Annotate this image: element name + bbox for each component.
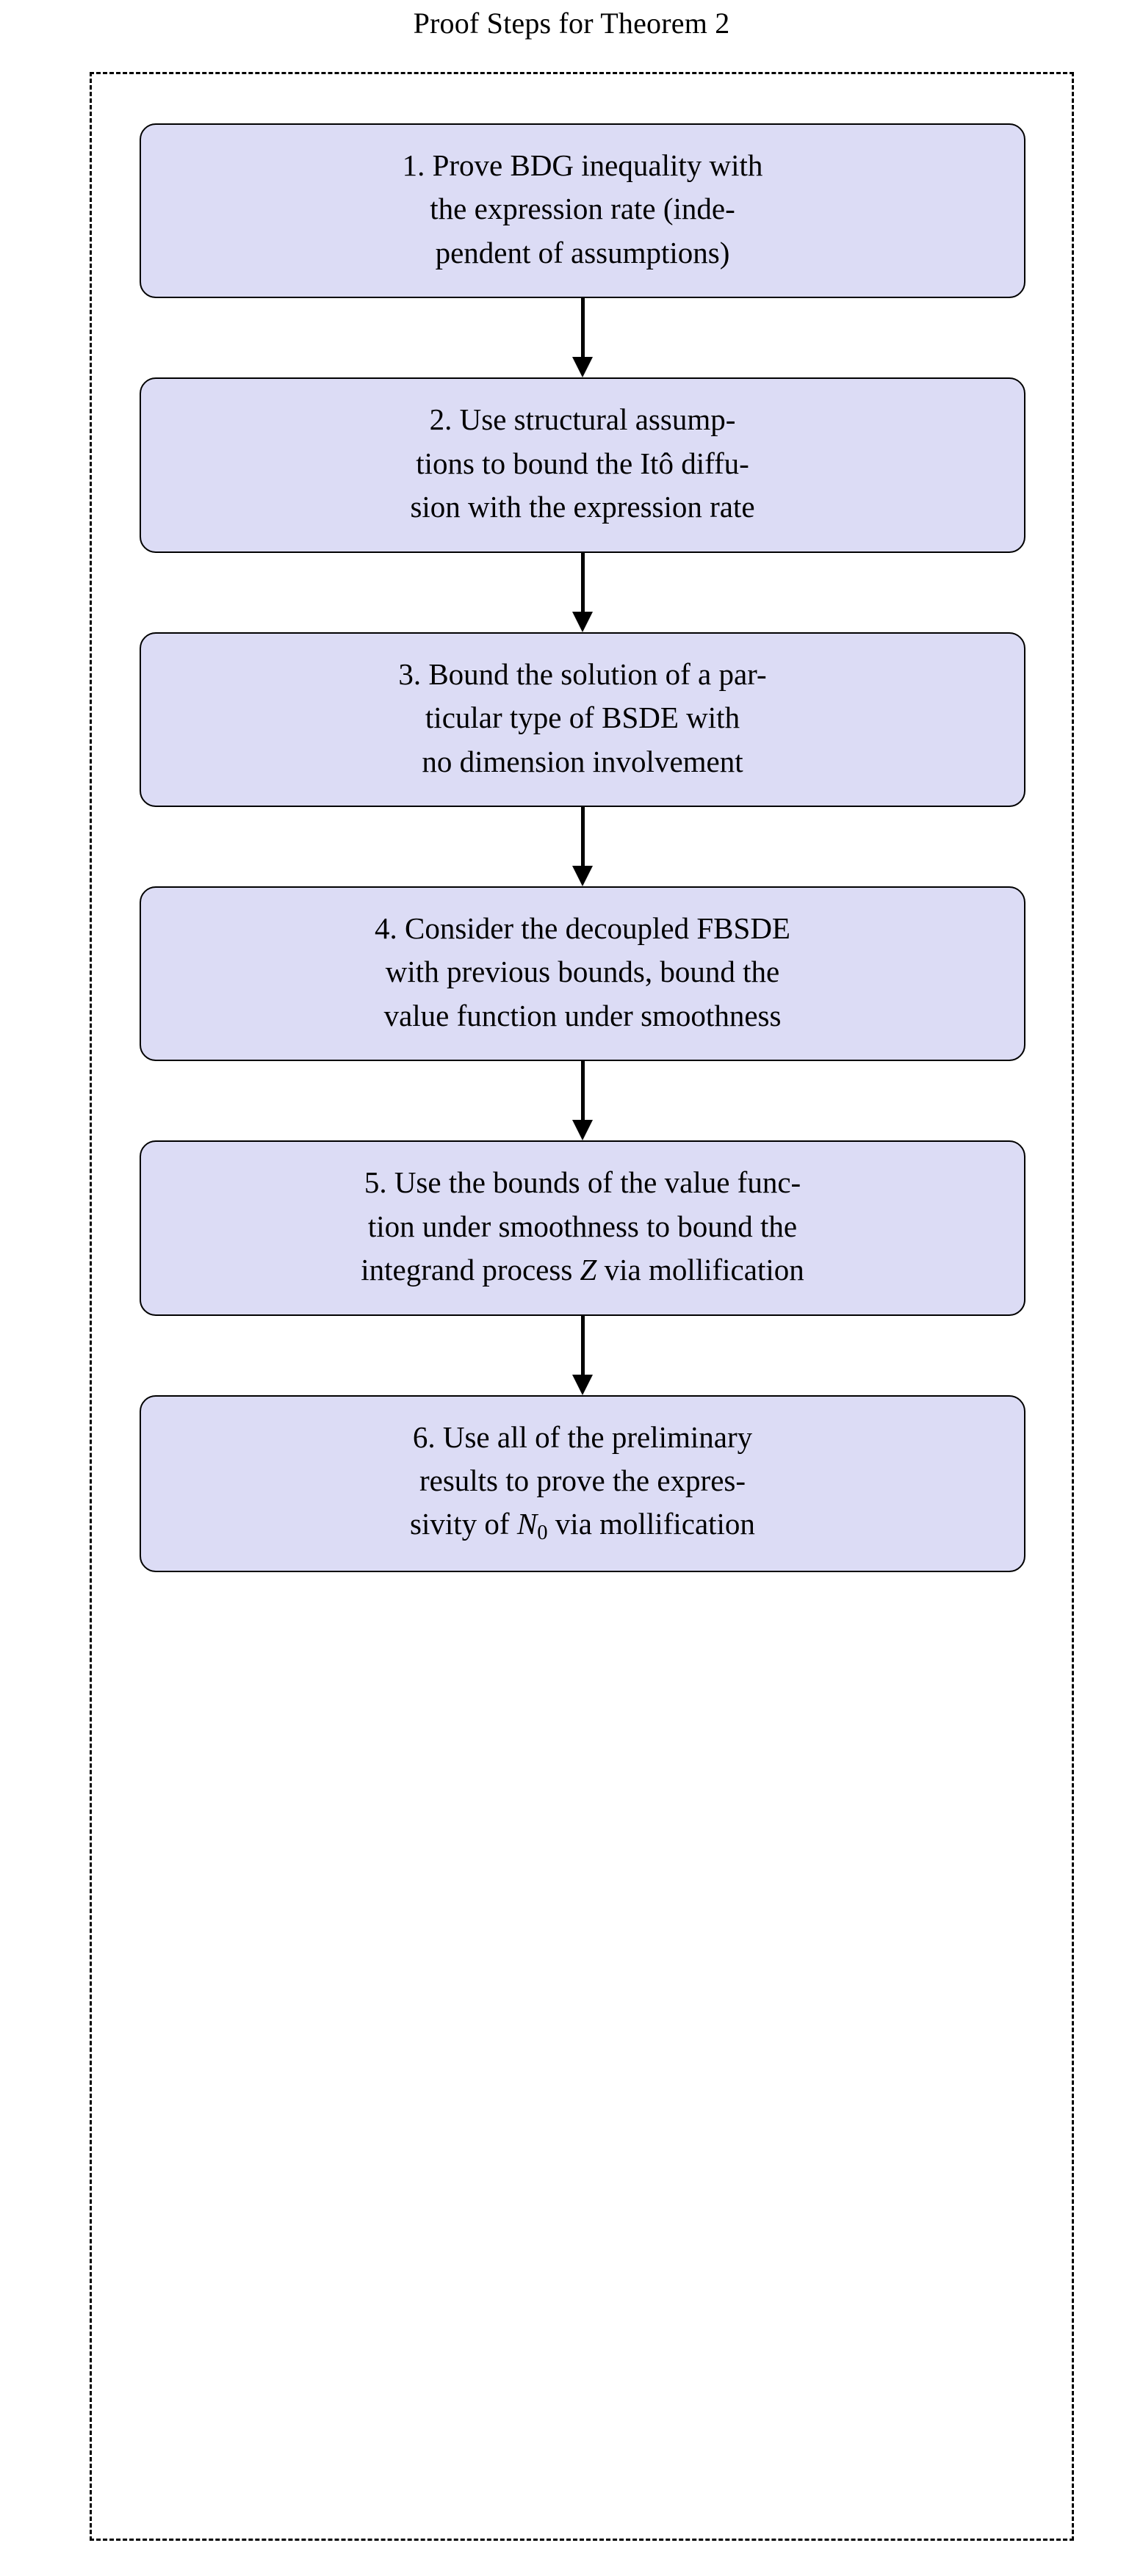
arrow-step-1-to-2	[140, 298, 1025, 377]
arrow-step-3-to-4	[140, 807, 1025, 886]
step-4-line-1: 4. Consider the decoupled FBSDE	[375, 911, 790, 945]
step-5-line-1: 5. Use the bounds of the value func-	[364, 1165, 801, 1200]
arrow-shaft	[581, 553, 585, 615]
step-6-line-2: results to prove the expres-	[419, 1464, 746, 1497]
step-box-5	[140, 1140, 1025, 1315]
step-2-line-2: tions to bound the Itô diffu-	[416, 446, 749, 480]
step-1-line-2: the expression rate (inde-	[430, 192, 735, 226]
arrow-head	[572, 1375, 593, 1395]
step-4-line-3: value function under smoothness	[383, 998, 782, 1032]
step-6-line-1: 6. Use all of the preliminary	[412, 1419, 753, 1454]
step-3-line-1: 3. Bound the solution of a par-	[398, 656, 767, 691]
step-5-line-3: integrand process Z via mollification	[361, 1253, 804, 1287]
arrow-head	[572, 1120, 593, 1140]
step-3-line-2: ticular type of BSDE with	[425, 701, 740, 735]
arrow-shaft	[581, 1316, 585, 1378]
step-1-line-3: pendent of assumptions)	[435, 235, 730, 269]
arrow-step-2-to-3	[140, 553, 1025, 632]
arrow-head	[572, 866, 593, 886]
arrow-head	[572, 612, 593, 632]
step-box-3	[140, 632, 1025, 807]
step-1-line-1: 1. Prove BDG inequality with	[402, 148, 763, 182]
step-2-line-3: sion with the expression rate	[410, 490, 755, 524]
arrow-step-4-to-5	[140, 1061, 1025, 1140]
step-box-4	[140, 886, 1025, 1061]
step-4-line-2: with previous bounds, bound the	[385, 955, 780, 989]
arrow-shaft	[581, 1061, 585, 1123]
step-box-6	[140, 1395, 1025, 1573]
step-6-line-3: sivity of $N_0$ via mollification	[410, 1507, 755, 1545]
step-3-line-3: no dimension involvement	[422, 744, 743, 778]
step-5-line-2: tion under smoothness to bound the	[367, 1209, 798, 1243]
arrow-head	[572, 357, 593, 377]
arrow-shaft	[581, 807, 585, 869]
arrow-step-5-to-6	[140, 1316, 1025, 1395]
figure-title: Proof Steps for Theorem 2	[413, 7, 730, 40]
step-box-2	[140, 377, 1025, 552]
step-2-line-1: 2. Use structural assump-	[429, 402, 736, 437]
arrow-shaft	[581, 298, 585, 360]
step-box-1	[140, 123, 1025, 298]
flowchart-container	[140, 123, 1025, 1572]
